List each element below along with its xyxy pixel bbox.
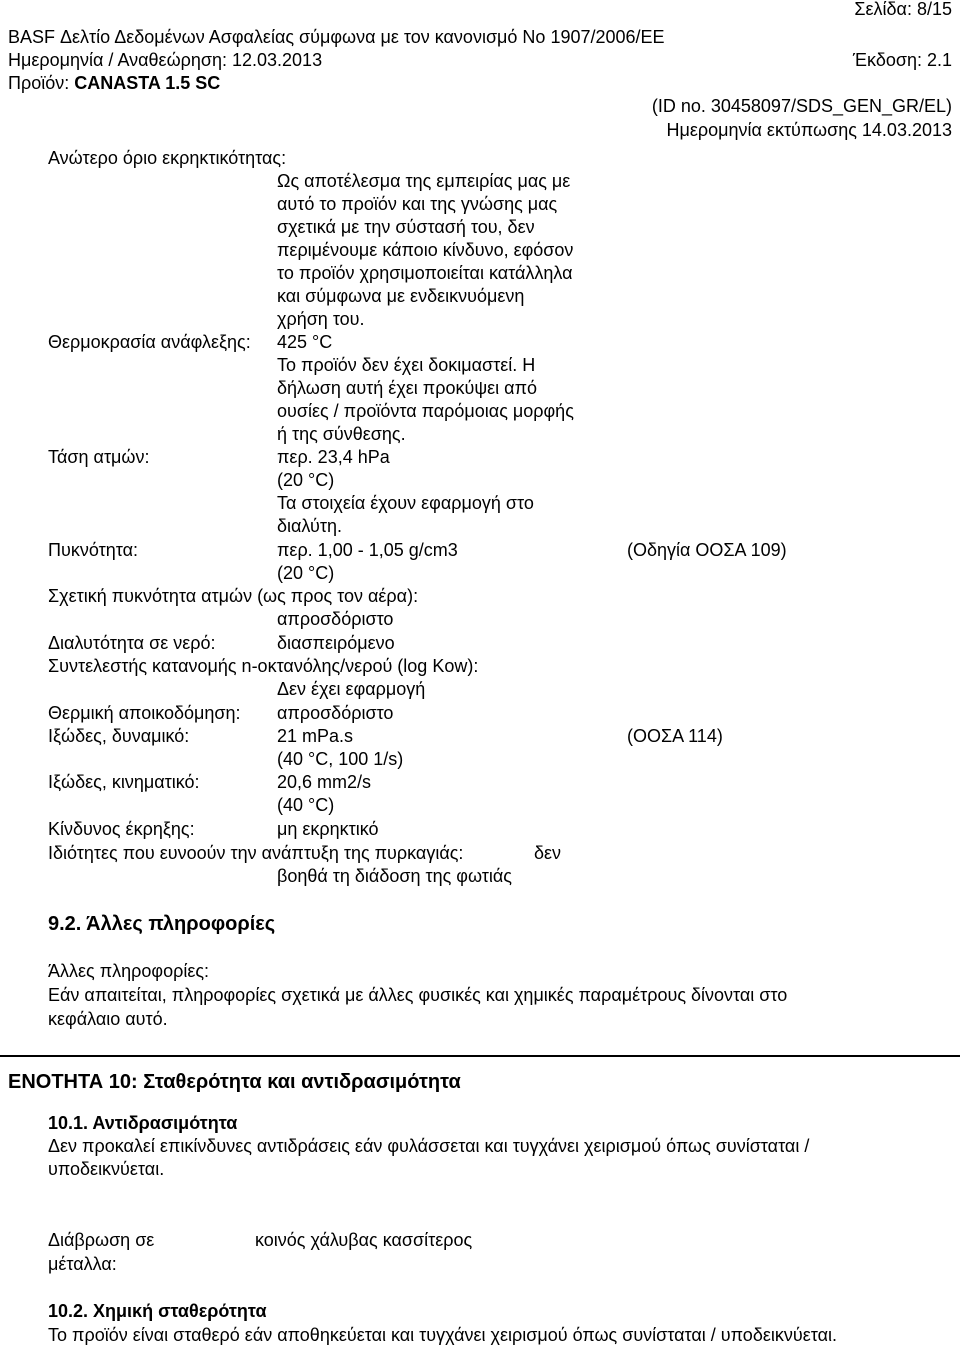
- partition-coefficient-label: Συντελεστής κατανομής n-οκτανόλης/νερού (log Kow):: [48, 656, 479, 676]
- section-heading: 9.2. Άλλες πληροφορίες: [48, 913, 276, 935]
- kinematic-viscosity-value: 20,6 mm2/s: [277, 772, 372, 792]
- other-info-label: Άλλες πληροφορίες:: [48, 961, 210, 981]
- product-line: [8, 72, 220, 95]
- fire-promoting-label: Ιδιότητες που ευνοούν την ανάπτυξη της πυρκαγιάς:: [48, 843, 464, 863]
- section-divider: [0, 1055, 960, 1057]
- ignition-temperature-label: Θερμοκρασία ανάφλεξης:: [48, 332, 251, 352]
- dynamic-viscosity-method: (ΟΟΣΑ 114): [627, 726, 723, 746]
- upper-explosion-limit-line: Ως αποτέλεσμα της εμπειρίας μας με: [277, 171, 571, 191]
- product-label: Προϊόν:: [8, 73, 75, 93]
- corrosion-label: Διάβρωση σε: [48, 1230, 155, 1250]
- stability-text: Το προϊόν είναι σταθερό εάν αποθηκεύεται και τυγχάνει χειρισμού όπως συνίσταται / υποδεικνύεται.: [48, 1325, 837, 1345]
- product-name: CANASTA 1.5 SC: [74, 73, 221, 93]
- document-title: BASF Δελτίο Δεδομένων Ασφαλείας σύμφωνα με τον κανονισμό Νο 1907/2006/ΕΕ: [8, 27, 665, 47]
- version: Έκδοση: 2.1: [852, 50, 952, 70]
- page-number: Σελίδα: 8/15: [854, 0, 952, 19]
- corrosion-value: κοινός χάλυβας κασσίτερος: [255, 1230, 473, 1250]
- explosion-hazard-value: μη εκρηκτικό: [277, 819, 379, 839]
- density-value: περ. 1,00 - 1,05 g/cm3: [277, 540, 458, 560]
- kinematic-viscosity-label: Ιξώδες, κινηματικό:: [48, 772, 200, 792]
- thermal-decomposition-label: Θερμική αποικοδόμηση:: [48, 703, 241, 723]
- dynamic-viscosity-label: Ιξώδες, δυναμικό:: [48, 726, 190, 746]
- thermal-decomposition-value: απροσδόριστο: [277, 703, 394, 723]
- revision-date: Ημερομηνία / Αναθεώρηση: 12.03.2013: [8, 50, 323, 70]
- fire-promoting-value: βοηθά τη διάδοση της φωτιάς: [277, 866, 512, 886]
- reactivity-text: Δεν προκαλεί επικίνδυνες αντιδράσεις εάν φυλάσσεται και τυγχάνει χειρισμού όπως συνίσταται /: [48, 1136, 810, 1156]
- ignition-temperature-line: ή της σύνθεσης.: [277, 424, 406, 444]
- vapour-pressure-line: περ. 23,4 hPa: [277, 447, 390, 467]
- vapour-pressure-line: (20 °C): [277, 470, 335, 490]
- print-date: Ημερομηνία εκτύπωσης 14.03.2013: [666, 120, 952, 140]
- other-info-text: κεφάλαιο αυτό.: [48, 1009, 168, 1029]
- water-solubility-value: διασπειρόμενο: [277, 633, 395, 653]
- explosion-hazard-label: Κίνδυνος έκρηξης:: [48, 819, 195, 839]
- density-method: (Οδηγία ΟΟΣΑ 109): [627, 540, 787, 560]
- vapour-pressure-line: διαλύτη.: [277, 516, 342, 536]
- upper-explosion-limit-line: περιμένουμε κάποιο κίνδυνο, εφόσον: [277, 240, 574, 260]
- upper-explosion-limit-line: χρήση του.: [277, 309, 365, 329]
- dynamic-viscosity-condition: (40 °C, 100 1/s): [277, 749, 404, 769]
- vapour-pressure-line: Τα στοιχεία έχουν εφαρμογή στο: [277, 493, 534, 513]
- corrosion-label: μέταλλα:: [48, 1254, 117, 1274]
- density-condition: (20 °C): [277, 563, 335, 583]
- ignition-temperature-line: ουσίες / προϊόντα παρόμοιας μορφής: [277, 401, 574, 421]
- upper-explosion-limit-line: σχετικά με την σύστασή του, δεν: [277, 217, 535, 237]
- reactivity-text: υποδεικνύεται.: [48, 1159, 165, 1179]
- kinematic-viscosity-condition: (40 °C): [277, 795, 335, 815]
- upper-explosion-limit-line: το προϊόν χρησιμοποιείται κατάλληλα: [277, 263, 573, 283]
- id-number: (ID no. 30458097/SDS_GEN_GR/EL): [651, 96, 952, 116]
- other-info-text: Εάν απαιτείται, πληροφορίες σχετικά με άλλες φυσικές και χημικές παραμέτρους δίνονται στο: [48, 985, 788, 1005]
- ignition-temperature-value: 425 °C: [277, 332, 333, 352]
- ignition-temperature-line: δήλωση αυτή έχει προκύψει από: [277, 378, 538, 398]
- fire-promoting-value: δεν: [534, 843, 562, 863]
- upper-explosion-limit-line: αυτό το προϊόν και της γνώσης μας: [277, 194, 558, 214]
- section-title: ΕΝΟΤΗΤΑ 10: Σταθερότητα και αντιδρασιμότητα: [8, 1071, 461, 1093]
- water-solubility-label: Διαλυτότητα σε νερό:: [48, 633, 216, 653]
- subsection-heading: 10.2. Χημική σταθερότητα: [48, 1301, 267, 1321]
- ignition-temperature-line: Το προϊόν δεν έχει δοκιμαστεί. Η: [277, 355, 536, 375]
- relative-vapour-density-label: Σχετική πυκνότητα ατμών (ως προς τον αέρα):: [48, 586, 419, 606]
- vapour-pressure-label: Τάση ατμών:: [48, 447, 150, 467]
- upper-explosion-limit-line: και σύμφωνα με ενδεικνυόμενη: [277, 286, 525, 306]
- relative-vapour-density-value: απροσδόριστο: [277, 609, 394, 629]
- upper-explosion-limit-label: Ανώτερο όριο εκρηκτικότητας:: [48, 148, 287, 168]
- dynamic-viscosity-value: 21 mPa.s: [277, 726, 354, 746]
- subsection-heading: 10.1. Αντιδρασιμότητα: [48, 1113, 238, 1133]
- density-label: Πυκνότητα:: [48, 540, 138, 560]
- partition-coefficient-value: Δεν έχει εφαρμογή: [277, 679, 426, 699]
